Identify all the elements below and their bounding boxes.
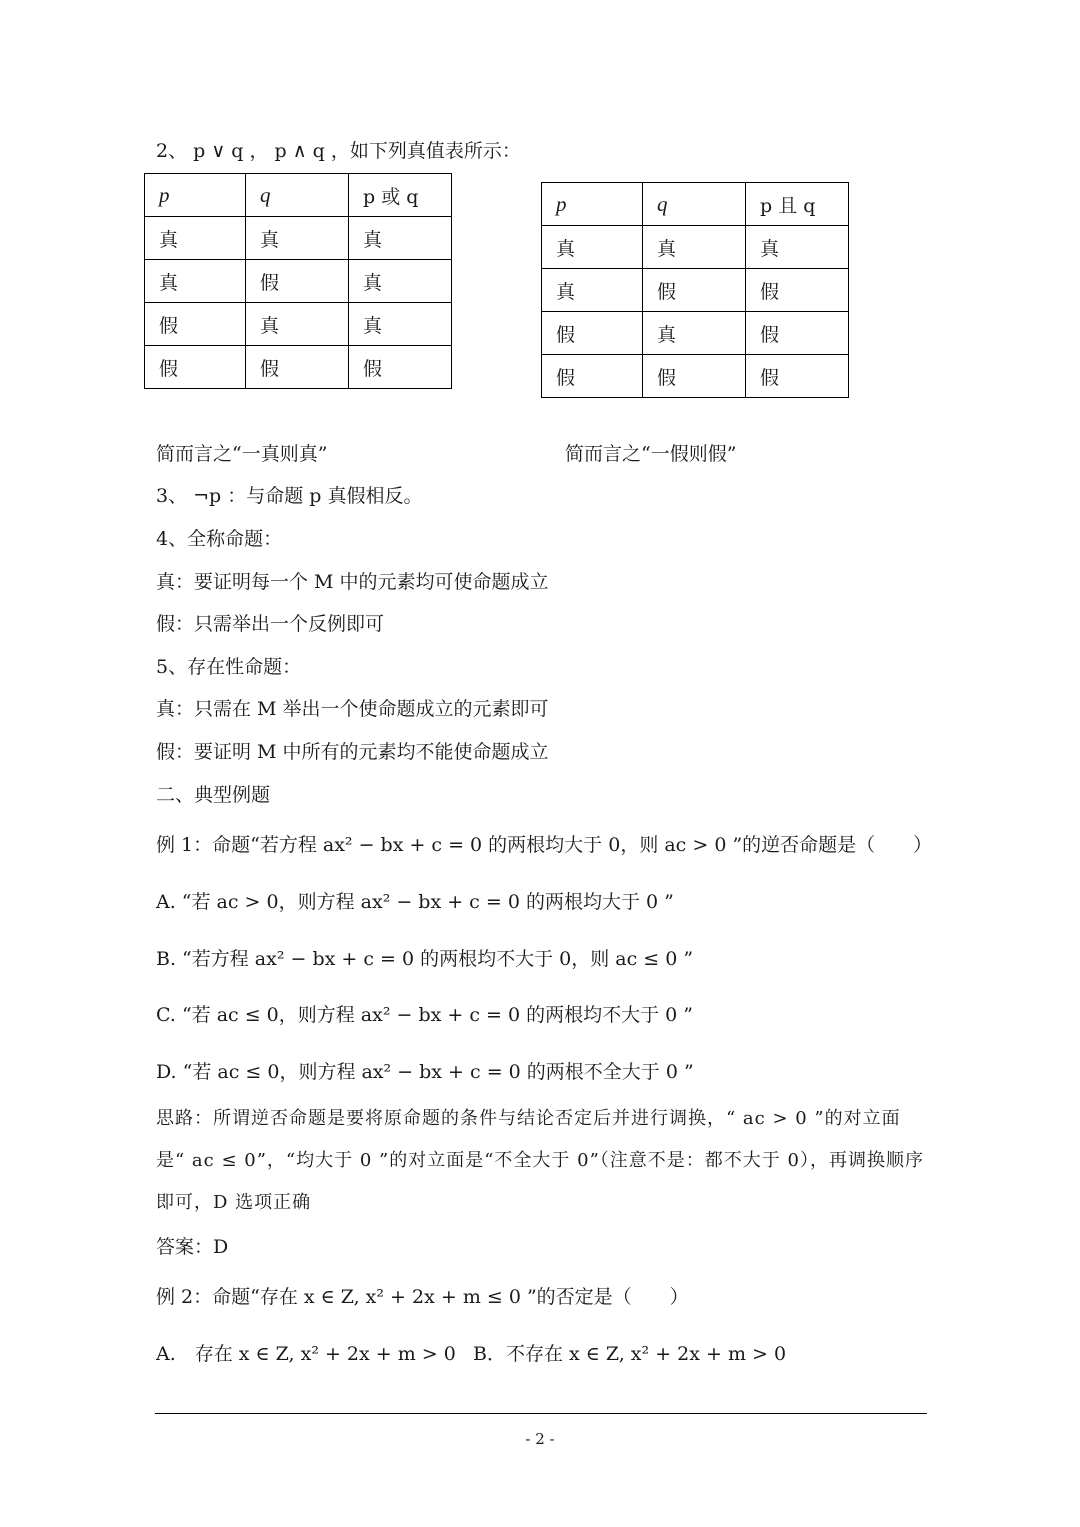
table-cell: 假 bbox=[542, 312, 643, 355]
summary-or: 简而言之“一真则真” bbox=[156, 443, 328, 465]
section-title: 二、典型例题 bbox=[156, 784, 271, 806]
example-2-question: 例 2：命题“存在 x ∈ Z, x² + 2x + m ≤ 0 ”的否定是（ ） bbox=[156, 1286, 689, 1308]
example-2-option-b: B．不存在 x ∈ Z, x² + 2x + m > 0 bbox=[473, 1343, 787, 1365]
intro-line: 2、 p ∨ q ， p ∧ q ，如下列真值表所示： bbox=[156, 140, 521, 162]
table-cell: 真 bbox=[246, 303, 349, 346]
table-cell: 真 bbox=[643, 226, 746, 269]
table-cell: 假 bbox=[643, 355, 746, 398]
example-1-option-d: D. “若 ac ≤ 0，则方程 ax² − bx + c = 0 的两根不全大于 0 ” bbox=[156, 1061, 694, 1083]
table-cell: 真 bbox=[145, 260, 246, 303]
table-row bbox=[145, 174, 452, 217]
table-cell: 假 bbox=[746, 269, 849, 312]
item-4-false: 假：只需举出一个反例即可 bbox=[156, 613, 385, 635]
table-cell: 假 bbox=[145, 303, 246, 346]
table-row bbox=[145, 260, 452, 303]
table-cell: 假 bbox=[542, 355, 643, 398]
item-4-title: 4、全称命题： bbox=[156, 528, 283, 550]
table-cell: 假 bbox=[349, 346, 452, 389]
table-cell: p 且 q bbox=[760, 194, 816, 217]
table-cell: 真 bbox=[542, 269, 643, 312]
table-cell: 真 bbox=[349, 303, 452, 346]
example-1-answer: 答案：D bbox=[156, 1236, 229, 1258]
item-5-false: 假：要证明 M 中所有的元素均不能使命题成立 bbox=[156, 741, 549, 763]
table-cell: 假 bbox=[246, 260, 349, 303]
table-cell: 真 bbox=[349, 260, 452, 303]
table-cell: 假 bbox=[643, 269, 746, 312]
table-cell: q bbox=[260, 182, 271, 207]
table-row bbox=[542, 355, 849, 398]
table-cell: 真 bbox=[542, 226, 643, 269]
table-cell: 真 bbox=[246, 217, 349, 260]
example-1-analysis: 思路：所谓逆否命题是要将原命题的条件与结论否定后并进行调换，“ ac > 0 ”的对立面是“ ac ≤ 0”，“均大于 0 ”的对立面是“不全大于 0”（注意不是：都不大于 0），再调换顺序即可，D 选项正确 bbox=[156, 1108, 924, 1213]
page-number: - 2 - bbox=[525, 1430, 555, 1448]
example-1-question: 例 1：命题“若方程 ax² − bx + c = 0 的两根均大于 0，则 ac > 0 ”的逆否命题是（ ） bbox=[156, 834, 933, 856]
truth-table-or bbox=[144, 173, 452, 389]
table-cell: p bbox=[556, 191, 567, 216]
table-cell: 真 bbox=[643, 312, 746, 355]
table-row bbox=[145, 303, 452, 346]
example-1-option-b: B. “若方程 ax² − bx + c = 0 的两根均不大于 0，则 ac ≤ 0 ” bbox=[156, 948, 694, 970]
table-cell: 真 bbox=[746, 226, 849, 269]
example-1-option-c: C. “若 ac ≤ 0，则方程 ax² − bx + c = 0 的两根均不大于 0 ” bbox=[156, 1004, 693, 1026]
table-row bbox=[542, 312, 849, 355]
table-cell: 真 bbox=[145, 217, 246, 260]
table-cell: q bbox=[657, 191, 668, 216]
item-5-true: 真：只需在 M 举出一个使命题成立的元素即可 bbox=[156, 698, 549, 720]
footer-divider bbox=[155, 1413, 927, 1414]
truth-table-and bbox=[541, 182, 849, 398]
table-cell: 假 bbox=[145, 346, 246, 389]
item-5-title: 5、存在性命题： bbox=[156, 656, 302, 678]
summary-and: 简而言之“一假则假” bbox=[565, 443, 737, 465]
example-1-option-a: A. “若 ac > 0，则方程 ax² − bx + c = 0 的两根均大于 0 ” bbox=[156, 891, 674, 913]
table-row bbox=[145, 346, 452, 389]
item-4-true: 真：要证明每一个 M 中的元素均可使命题成立 bbox=[156, 571, 549, 593]
table-cell: 假 bbox=[246, 346, 349, 389]
table-row bbox=[145, 217, 452, 260]
table-row bbox=[542, 269, 849, 312]
table-cell: 假 bbox=[746, 355, 849, 398]
table-cell: p 或 q bbox=[363, 185, 419, 208]
table-row bbox=[542, 183, 849, 226]
example-2-option-a: A. 存在 x ∈ Z, x² + 2x + m > 0 bbox=[156, 1343, 456, 1365]
item-3: 3、 ¬p ：与命题 p 真假相反。 bbox=[156, 485, 423, 507]
table-cell: p bbox=[159, 182, 170, 207]
table-cell: 假 bbox=[746, 312, 849, 355]
table-row bbox=[542, 226, 849, 269]
table-cell: 真 bbox=[349, 217, 452, 260]
